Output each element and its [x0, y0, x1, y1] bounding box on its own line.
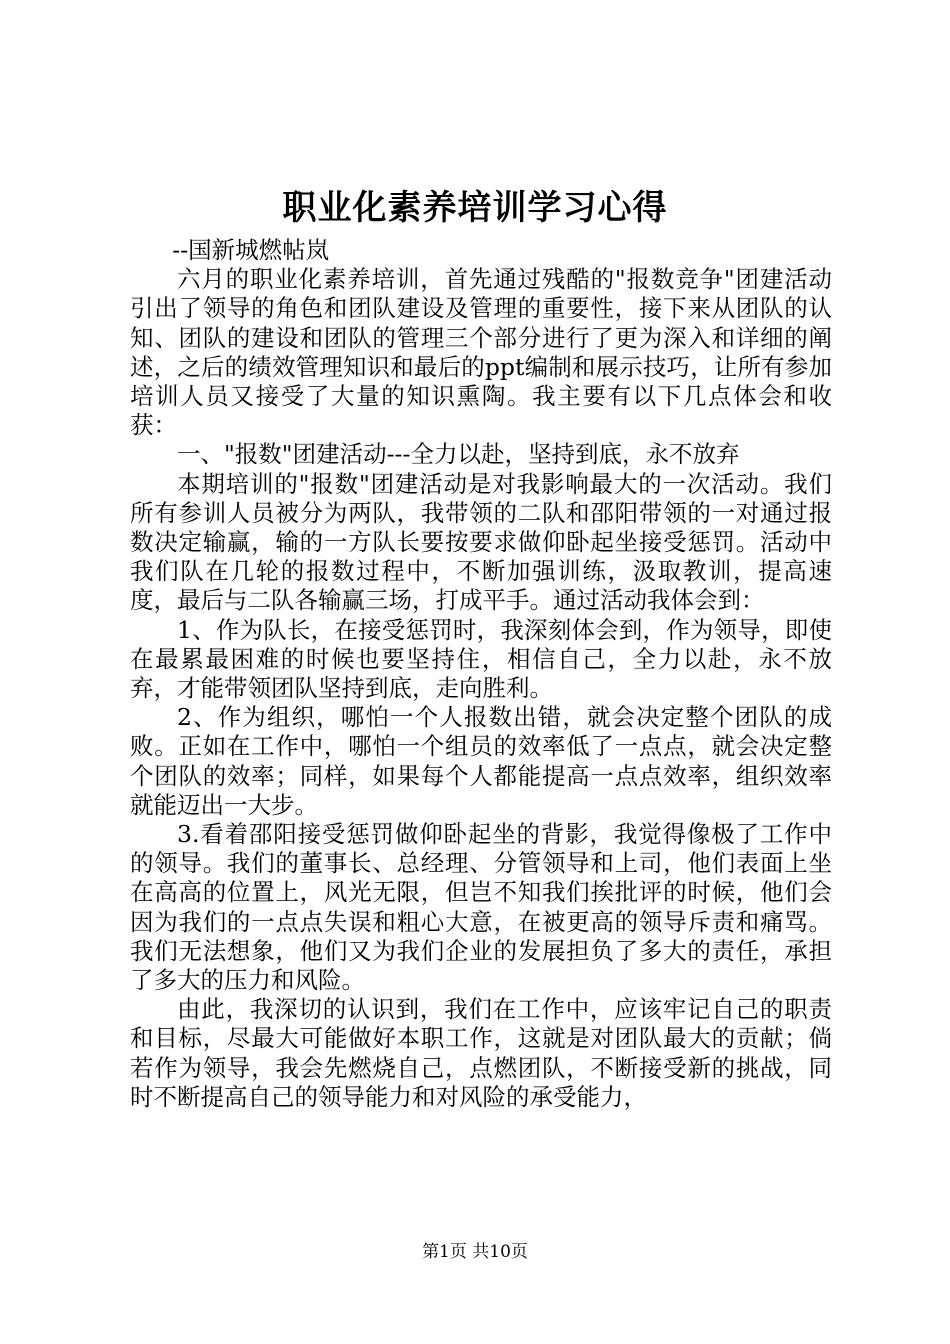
author-line: --国新城燃帖岚: [172, 236, 330, 264]
page-number-footer: 第1页 共10页: [422, 1242, 528, 1262]
paragraph-activity: 本期培训的"报数"团建活动是对我影响最大的一次活动。我们所有参训人员被分为两队，我带领的二队和邵阳带领的一对通过报数决定输赢，输的一方队长要按要求做仰卧起坐接受惩罚。活动中我们队在几轮的报数过程中，不断加强训练，汲取教训，提高速度，最后与二队各输赢三场，打成平手。通过活动我体会到：: [130, 469, 832, 615]
paragraph-point-2: 2、作为组织，哪怕一个人报数出错，就会决定整个团队的成败。正如在工作中，哪怕一个组员的效率低了一点点，就会决定整个团队的效率；同样，如果每个人都能提高一点点效率，组织效率就能迈出一大步。: [130, 703, 832, 819]
document-body: [130, 236, 832, 1112]
paragraph-point-3: 3.看着邵阳接受惩罚做仰卧起坐的背影，我觉得像极了工作中的领导。我们的董事长、总经理、分管领导和上司，他们表面上坐在高高的位置上，风光无限，但岂不知我们挨批评的时候，他们会因为我们的一点点失误和粗心大意，在被更高的领导斥责和痛骂。我们无法想象，他们又为我们企业的发展担负了多大的责任，承担了多大的压力和风险。: [130, 820, 832, 995]
paragraph-point-1: 1、作为队长，在接受惩罚时，我深刻体会到，作为领导，即使在最累最困难的时候也要坚持住，相信自己，全力以赴，永不放弃，才能带领团队坚持到底，走向胜利。: [130, 615, 832, 703]
paragraph-conclusion: 由此，我深切的认识到，我们在工作中，应该牢记自己的职责和目标，尽最大可能做好本职工作，这就是对团队最大的贡献；倘若作为领导，我会先燃烧自己，点燃团队，不断接受新的挑战，同时不断提高自己的领导能力和对风险的承受能力，: [130, 995, 832, 1111]
section-heading-1: 一、"报数"团建活动---全力以赴，坚持到底，永不放弃: [177, 440, 740, 469]
document-title: 职业化素养培训学习心得: [282, 188, 668, 228]
paragraph-intro: 六月的职业化素养培训，首先通过残酷的"报数竞争"团建活动引出了领导的角色和团队建设及管理的重要性，接下来从团队的认知、团队的建设和团队的管理三个部分进行了更为深入和详细的阐述，之后的绩效管理知识和最后的ppt编制和展示技巧，让所有参加培训人员又接受了大量的知识熏陶。我主要有以下几点体会和收获：: [130, 265, 832, 440]
